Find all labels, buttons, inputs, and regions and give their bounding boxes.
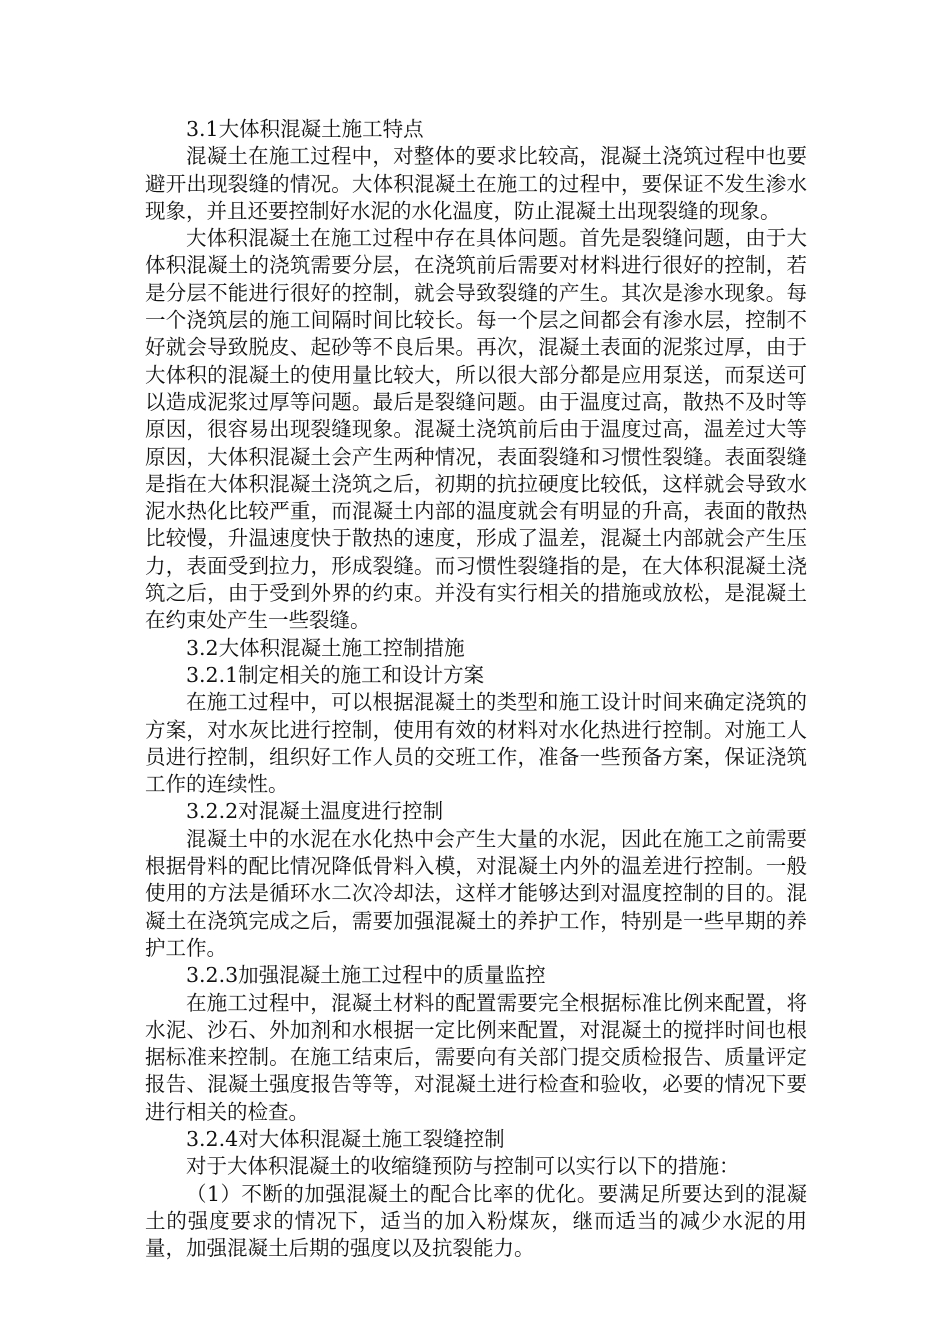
body-paragraph: 混凝土中的水泥在水化热中会产生大量的水泥，因此在施工之前需要根据骨料的配比情况降低骨料入模，对混凝土内外的温差进行控制。一般使用的方法是循环水二次冷却法，这样才能够达到对温度控制的目的。混凝土在浇筑完成之后，需要加强混凝土的养护工作，特别是一些早期的养护工作。 bbox=[145, 826, 807, 960]
section-heading-3-2-3: 3.2.3加强混凝土施工过程中的质量监控 bbox=[186, 963, 546, 988]
body-paragraph: 在施工过程中，混凝土材料的配置需要完全根据标准比例来配置，将水泥、沙石、外加剂和水根据一定比例来配置，对混凝土的搅拌时间也根据标准来控制。在施工结束后，需要向有关部门提交质检报告、质量评定报告、混凝土强度报告等等，对混凝土进行检查和验收，必要的情况下要进行相关的检查。 bbox=[145, 990, 807, 1124]
body-paragraph: 大体积混凝土在施工过程中存在具体问题。首先是裂缝问题，由于大体积混凝土的浇筑需要分层，在浇筑前后需要对材料进行很好的控制，若是分层不能进行很好的控制，就会导致裂缝的产生。其次是渗水现象。每一个浇筑层的施工间隔时间比较长。每一个层之间都会有渗水层，控制不好就会导致脱皮、起砂等不良后果。再次，混凝土表面的泥浆过厚，由于大体积的混凝土的使用量比较大，所以很大部分都是应用泵送，而泵送可以造成泥浆过厚等问题。最后是裂缝问题。由于温度过高，散热不及时等原因，很容易出现裂缝现象。混凝土浇筑前后由于温度过高，温差过大等原因，大体积混凝土会产生两种情况，表面裂缝和习惯性裂缝。表面裂缝是指在大体积混凝土浇筑之后，初期的抗拉硬度比较低，这样就会导致水泥水热化比较严重，而混凝土内部的温度就会有明显的升高，表面的散热比较慢，升温速度快于散热的速度，形成了温差，混凝土内部就会产生压力，表面受到拉力，形成裂缝。而习惯性裂缝指的是，在大体积混凝土浇筑之后，由于受到外界的约束。并没有实行相关的措施或放松，是混凝土在约束处产生一些裂缝。 bbox=[145, 226, 807, 633]
section-heading-3-2: 3.2大体积混凝土施工控制措施 bbox=[186, 635, 465, 660]
document-body bbox=[145, 116, 807, 1262]
body-paragraph: 混凝土在施工过程中，对整体的要求比较高，混凝土浇筑过程中也要避开出现裂缝的情况。大体积混凝土在施工的过程中，要保证不发生渗水现象，并且还要控制好水泥的水化温度，防止混凝土出现裂缝的现象。 bbox=[145, 144, 807, 223]
list-item-paragraph: （1）不断的加强混凝土的配合比率的优化。要满足所要达到的混凝土的强度要求的情况下，适当的加入粉煤灰，继而适当的减少水泥的用量，加强混凝土后期的强度以及抗裂能力。 bbox=[145, 1181, 807, 1261]
section-heading-3-2-1: 3.2.1制定相关的施工和设计方案 bbox=[186, 662, 485, 687]
section-heading-3-2-2: 3.2.2对混凝土温度进行控制 bbox=[186, 799, 444, 824]
body-paragraph: 对于大体积混凝土的收缩缝预防与控制可以实行以下的措施： bbox=[186, 1154, 740, 1179]
section-heading-3-1: 3.1大体积混凝土施工特点 bbox=[186, 117, 424, 141]
body-paragraph: 在施工过程中，可以根据混凝土的类型和施工设计时间来确定浇筑的方案，对水灰比进行控制，使用有效的材料对水化热进行控制。对施工人员进行控制，组织好工作人员的交班工作，准备一些预备方案，保证浇筑工作的连续性。 bbox=[145, 690, 807, 797]
section-heading-3-2-4: 3.2.4对大体积混凝土施工裂缝控制 bbox=[186, 1126, 505, 1151]
